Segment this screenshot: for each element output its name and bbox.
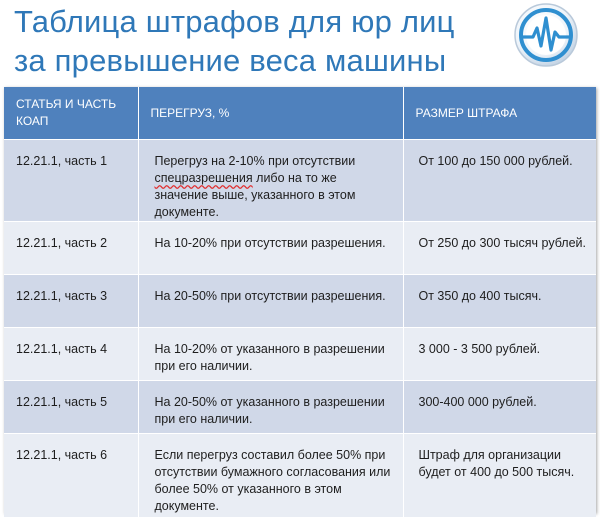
table-row xyxy=(4,275,596,328)
table-row xyxy=(4,434,596,517)
table-row xyxy=(4,381,596,434)
cell-fine: 300-400 000 рублей. xyxy=(403,381,596,434)
cell-overload xyxy=(138,140,403,222)
table-header-row xyxy=(4,87,596,140)
header-overload: ПЕРЕГРУЗ, % xyxy=(138,87,403,140)
cell-fine: От 250 до 300 тысяч рублей. xyxy=(403,222,596,275)
table-row xyxy=(4,140,596,222)
cell-article: 12.21.1, часть 1 xyxy=(4,140,138,222)
misspelled-word: спецразрешения xyxy=(154,171,253,185)
header-article: СТАТЬЯ И ЧАСТЬ КОАП xyxy=(4,87,138,140)
cell-fine: От 350 до 400 тысяч. xyxy=(403,275,596,328)
cell-overload: На 20-50% от указанного в разрешении при его наличии. xyxy=(138,381,403,434)
cell-overload: На 10-20% от указанного в разрешении при его наличии. xyxy=(138,328,403,381)
cell-article: 12.21.1, часть 2 xyxy=(4,222,138,275)
cell-fine: Штраф для организации будет от 400 до 500 тысяч. xyxy=(403,434,596,517)
cell-overload: На 20-50% при отсутствии разрешения. xyxy=(138,275,403,328)
title-line-2: за превышение веса машины xyxy=(14,43,447,78)
cell-article: 12.21.1, часть 3 xyxy=(4,275,138,328)
cell-fine: От 100 до 150 000 рублей. xyxy=(403,140,596,222)
table-row xyxy=(4,222,596,275)
cell-article: 12.21.1, часть 6 xyxy=(4,434,138,517)
pulse-wave-icon xyxy=(513,2,579,68)
page-title xyxy=(14,2,494,80)
table-row xyxy=(4,328,596,381)
overload-text-a: Перегруз на 2-10% при отсутствии xyxy=(154,154,356,168)
cell-overload: Если перегруз составил более 50% при отсутствии бумажного согласования или более 50% от указанного в этом документе. xyxy=(138,434,403,517)
cell-article: 12.21.1, часть 5 xyxy=(4,381,138,434)
cell-overload: На 10-20% при отсутствии разрешения. xyxy=(138,222,403,275)
overload-text-c: либо на то же значение выше, указанного в этом документе. xyxy=(154,171,356,219)
fines-table xyxy=(4,87,596,513)
header-fine: РАЗМЕР ШТРАФА xyxy=(403,87,596,140)
title-line-1: Таблица штрафов для юр лиц xyxy=(14,4,455,39)
cell-fine: 3 000 - 3 500 рублей. xyxy=(403,328,596,381)
cell-article: 12.21.1, часть 4 xyxy=(4,328,138,381)
